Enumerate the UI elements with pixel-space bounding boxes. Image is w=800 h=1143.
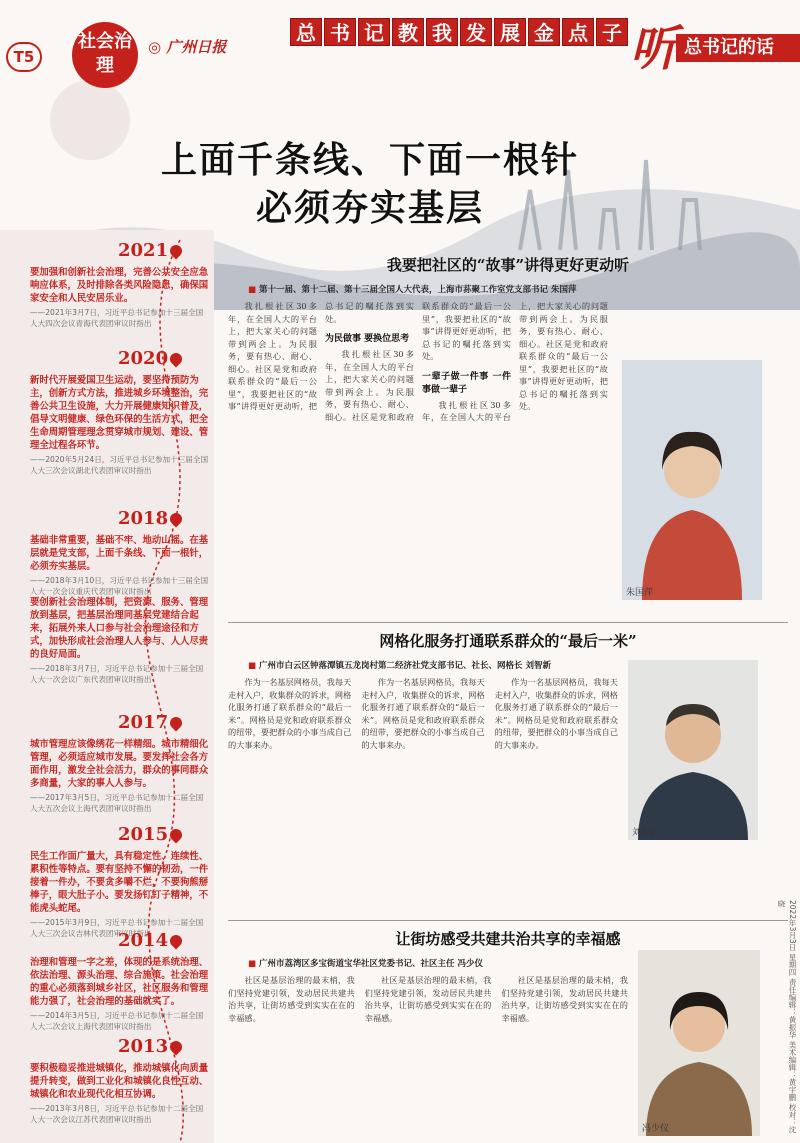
article-3-byline: ■ 广州市荔湾区多宝街道宝华社区党委书记、社区主任 冯少仪 [248,957,788,969]
article-1-paragraph-3: 我扎根社区30多年，在全国人大的平台上，把大家关心的问题带到两会上。为民服务，要有热心、耐心、细心。社区是党和政府联系群众的“最后一公里”，我要把社区的“故事”讲得更好更动听，把总书记的嘱托落到实处。 [422,301,608,422]
timeline-quote: 民生工作面广量大，具有稳定性、连续性、累积性等特点。要有坚持不懈的韧劲，一件接着一件办，不要贪多嚼不烂，不要狗熊掰棒子，眼大肚子小。要发扬钉钉子精神，不能虎头蛇尾。 [30,851,209,914]
column-tag-glyph: 听 [630,21,679,77]
title-line-1: 上面千条线、下面一根针 [160,139,579,181]
timeline-year-label: 2020 [118,348,169,369]
timeline-source: ——2015年3月9日，习近平总书记参加十二届全国人大三次会议吉林代表团审议时指出 [30,918,204,938]
divider-2 [228,920,788,921]
article-3-paragraph-3: 社区是基层治理的最末梢，我们坚持党建引领，发动居民共建共治共享，让街坊感受到实实在在的幸福感。 [501,975,628,1023]
article-2-paragraph: 作为一名基层网格员，我每天走村入户，收集群众的诉求，网格化服务打通了联系群众的“最后一米”。网格员是党和政府联系群众的纽带，要把群众的小事当成自己的大事来办。 [228,677,352,750]
timeline-quote: 要加强和创新社会治理，完善公共安全应急响应体系，及时排除各类风险隐患，确保国家安全和人民安居乐业。 [30,267,209,304]
portrait-woman-icon [622,360,762,600]
timeline-year-label: 2018 [118,508,169,529]
timeline-year [118,348,182,369]
banner-char: 教 [392,18,424,46]
location-pin-icon [168,510,185,527]
article-2-photo [628,660,758,840]
timeline-source: ——2018年3月7日，习近平总书记参加十三届全国人大一次会议广东代表团审议时指出 [30,664,204,684]
article-3-title: 让街坊感受共建共治共享的幸福感 [395,930,621,948]
column-tag [626,10,800,77]
article-2-paragraph-3: 作为一名基层网格员，我每天走村入户，收集群众的诉求，网格化服务打通了联系群众的“最后一米”。网格员是党和政府联系群众的纽带，要把群众的小事当成自己的大事来办。 [494,677,618,750]
timeline-source: ——2014年3月5日，习近平总书记参加十二届全国人大二次会议上海代表团审议时指出 [30,1011,204,1031]
quote-timeline [0,230,214,1143]
timeline-year-label: 2015 [118,824,169,845]
article-3-body [228,974,628,1134]
banner-char: 记 [358,18,390,46]
timeline-entry [30,734,210,814]
timeline-year [118,930,182,951]
timeline-year-label: 2013 [118,1036,169,1057]
banner-char: 书 [324,18,356,46]
timeline-year [118,240,182,261]
column-banner [290,18,628,46]
edition-info: 2022年3月3日 星期四 责任编辑：黄振华 美术编辑：黄宇鹏 校对：沈晓 [777,900,797,1134]
timeline-year [118,508,182,529]
article-1-body [228,300,608,610]
timeline-source: ——2021年3月7日，习近平总书记参加十三届全国人大四次会议青海代表团审议时指出 [30,308,204,328]
timeline-entry [30,262,210,329]
timeline-source: ——2018年3月10日，习近平总书记参加十三届全国人大一次会议重庆代表团审议时指出 [30,576,209,596]
column-tag-label: 总书记的话 [676,34,800,62]
location-pin-icon [168,932,185,949]
timeline-year-label: 2014 [118,930,169,951]
timeline-quote: 城市管理应该像绣花一样精细。城市精细化管理，必须适应城市发展。要发挥社会各方面作用，激发全社会活力，群众的事同群众多商量，大家的事人人参与。 [30,739,209,789]
article-2-paragraph-2: 作为一名基层网格员，我每天走村入户，收集群众的诉求，网格化服务打通了联系群众的“最后一米”。网格员是党和政府联系群众的纽带，要把群众的小事当成自己的大事来办。 [361,677,485,750]
timeline-source: ——2020年5月24日，习近平总书记参加十三届全国人大三次会议湖北代表团审议时指出 [30,455,209,475]
divider [228,622,788,623]
article-1-paragraph-2: 我扎根社区30多年，在全国人大的平台上，把大家关心的问题带到两会上。为民服务，要有热心、耐心、细心。社区是党和政府联系群众的“最后一公里”，我要把社区的“故事”讲得更好更动听，把总书记的嘱托落到实处。 [325,301,511,422]
article-1-paragraph: 我扎根社区30多年，在全国人大的平台上，把大家关心的问题带到两会上。为民服务，要有热心、耐心、细心。社区是党和政府联系群众的“最后一公里”，我要把社区的“故事”讲得更好更动听，把总书记的嘱托落到实处。 [228,301,414,411]
timeline-year [118,712,182,733]
timeline-year-label: 2017 [118,712,169,733]
article-1-subhead-1: 为民做事 要换位思考 [325,334,410,344]
timeline-entry [30,1058,210,1125]
timeline-entry [30,952,210,1032]
page-number: T5 [6,42,42,72]
article-2-body [228,676,618,912]
timeline-source: ——2017年3月5日，习近平总书记参加十二届全国人大五次会议上海代表团审议时指出 [30,793,204,813]
article-3-photo-caption: 冯少仪 [642,1124,670,1134]
timeline-source: ——2013年3月8日，习近平总书记参加十二届全国人大一次会议江苏代表团审议时指出 [30,1104,204,1124]
location-pin-icon [168,242,185,259]
timeline-entry [30,370,210,476]
timeline-quote: 要积极稳妥推进城镇化，推动城镇化向质量提升转变，做到工业化和城镇化良性互动、城镇化和农业现代化相互协调。 [30,1063,209,1100]
article-1-subhead-2: 一辈子做一件事 一件事做一辈子 [422,371,511,395]
banner-char: 我 [426,18,458,46]
article-1-byline: ■ 第十一届、第十二届、第十三届全国人大代表，上海市荪聚工作室党支部书记 朱国萍 [248,283,788,295]
timeline-entry [30,530,210,597]
newspaper-icon: ◎ [148,38,162,56]
newspaper-logo [148,36,226,57]
timeline-quote: 基础非常重要，基础不牢、地动山摇。在基层就是党支部，上面千条线、下面一根针，必须夯实基层。 [30,535,209,572]
article-2-byline: ■ 广州市白云区钟落潭镇五龙岗村第二经济社党支部书记、社长、网格长 刘智新 [248,659,788,671]
newspaper-name: 广州日报 [166,38,227,56]
section-logo: 社会治理 [72,22,138,88]
banner-char: 展 [494,18,526,46]
banner-char: 金 [528,18,560,46]
banner-char: 发 [460,18,492,46]
page-header [0,0,800,80]
page-title [120,136,620,232]
article-1 [228,254,788,295]
timeline-quote: 要创新社会治理体制，把资源、服务、管理放到基层，把基层治理同基层党建结合起来，拓展外来人口参与社会治理途径和方式，加快形成社会治理人人参与、人人尽责的良好局面。 [30,597,209,660]
article-3-photo [638,950,760,1136]
portrait-woman-icon-2 [638,950,760,1136]
location-pin-icon [168,350,185,367]
timeline-year [118,824,182,845]
timeline-entry [30,592,210,685]
location-pin-icon [168,1038,185,1055]
article-2-title: 网格化服务打通联系群众的“最后一米” [379,632,637,650]
article-1-photo-caption: 朱国萍 [626,588,654,598]
article-3-paragraph: 社区是基层治理的最末梢，我们坚持党建引领，发动居民共建共治共享，让街坊感受到实实在在的幸福感。 [228,975,355,1023]
timeline-quote: 新时代开展爱国卫生运动，要坚持预防为主，创新方式方法，推进城乡环境整治，完善公共卫生设施，大力开展健康知识普及，倡导文明健康、绿色环保的生活方式，把全生命周期管理理念贯穿城市规划、建设、管理全过程各环节。 [30,375,209,451]
timeline-quote: 治理和管理一字之差，体现的是系统治理、依法治理、源头治理、综合施策。社会治理的重心必须落到城乡社区，社区服务和管理能力强了，社会治理的基础就实了。 [30,957,209,1007]
timeline-year-label: 2021 [118,240,169,261]
article-1-photo [622,360,762,600]
banner-char: 点 [562,18,594,46]
location-pin-icon [168,826,185,843]
banner-char: 子 [596,18,628,46]
timeline-entry [30,846,210,939]
article-1-title: 我要把社区的“故事”讲得更好更动听 [386,256,630,274]
article-3-paragraph-2: 社区是基层治理的最末梢，我们坚持党建引领，发动居民共建共治共享，让街坊感受到实实在在的幸福感。 [364,975,492,1023]
article-2-photo-caption: 刘智新 [632,828,660,838]
portrait-man-icon [628,660,758,840]
banner-char: 总 [290,18,322,46]
title-line-2: 必须夯实基层 [255,187,484,229]
location-pin-icon [168,714,185,731]
timeline-year [118,1036,182,1057]
